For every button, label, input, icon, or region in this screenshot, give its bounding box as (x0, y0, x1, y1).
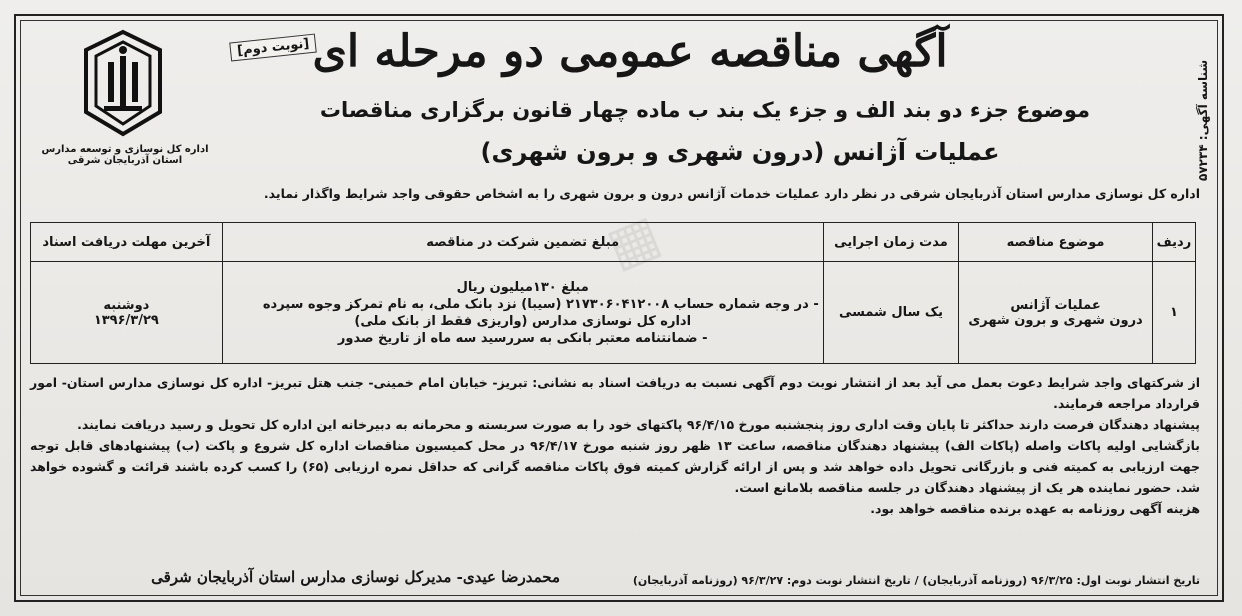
signature: محمدرضا عیدی- مدیرکل نوسازی مدارس استان آذربایجان شرقی (151, 568, 560, 586)
emblem-icon (80, 28, 166, 140)
guarantee-line: اداره کل نوسازی مدارس (واریزی فقط از بانک ملی) (354, 313, 692, 329)
table-header-row (31, 223, 1196, 262)
subject-line: عملیات آژانس (1010, 297, 1101, 313)
round-badge: [نوبت دوم] (229, 34, 317, 62)
header-deadline: آخرین مهلت دریافت اسناد (31, 223, 223, 262)
paragraph-ad-cost: هزینه آگهی روزنامه به عهده برنده مناقصه خواهد بود. (870, 501, 1200, 516)
cell-time: یک سال شمسی (823, 262, 958, 364)
header-row-number: ردیف (1152, 223, 1195, 262)
deadline-date: ۱۳۹۶/۳/۲۹ (93, 312, 159, 328)
cell-deadline (31, 262, 223, 364)
organization-logo (30, 28, 220, 178)
logo-caption: اداره کل نوسازی و توسعه مدارس استان آذربایجان شرقی (41, 144, 209, 166)
header-time: مدت زمان اجرایی (823, 223, 958, 262)
intro-text: اداره کل نوسازی مدارس استان آذربایجان شرقی در نظر دارد عملیات خدمات آژانس درون و برون شهری را به اشخاص حقوقی واجد شرایط واگذار نماید. (263, 186, 1200, 201)
notice-body (30, 372, 1200, 519)
guarantee-line: - ضمانتنامه معتبر بانکی به سررسید سه ماه از تاریخ صدور (337, 330, 708, 346)
guarantee-amount: مبلغ ۱۳۰میلیون ریال (456, 279, 589, 295)
tender-table (30, 222, 1196, 364)
paragraph-opening: بازگشایی اولیه پاکات واصله (پاکات الف) پیشنهاد دهندگان مناقصه، ساعت ۱۳ ظهر روز شنبه مورخ ۹۶/۴/۱۷ در محل کمیسیون مناقصات اداره کل شروع و پاکت (ب) پیشنهادهای قابل توجه جهت ارزیابی به کمیته فنی و بازرگانی تحویل داده خواهد شد و پس از ارائه گزارش کمیته فوق پاکات مناقصه گرانی که حداقل نمره ارزیابی (۶۵) را کسب کرده باشند قرائت و گشوده خواهد شد. حضور نماینده هر یک از پیشنهاد دهندگان در جلسه مناقصه بلامانع است. (30, 438, 1201, 495)
header-guarantee: مبلغ تضمین شرکت در مناقصه (222, 223, 823, 262)
paragraph-document-pickup: از شرکتهای واجد شرایط دعوت بعمل می آید بعد از انتشار نوبت دوم آگهی نسبت به دریافت اسناد به نشانی: تبریز- خیابان امام خمینی- جنب هتل تبریز- اداره کل نوسازی مدارس استان- امور قرارداد مراجعه فرمایند. (30, 375, 1200, 411)
service-title: عملیات آژانس (درون شهری و برون شهری) (480, 138, 1000, 166)
table-row (31, 262, 1196, 364)
page-title: آگهی مناقصه عمومی دو مرحله ای (312, 26, 948, 77)
deadline-day: دوشنبه (103, 297, 150, 313)
cell-guarantee (222, 262, 823, 364)
publish-dates: تاریخ انتشار نوبت اول: ۹۶/۳/۲۵ (روزنامه آذربایجان) / تاریخ انتشار نوبت دوم: ۹۶/۳/۲۷ (روزنامه آذربایجان) (632, 574, 1200, 587)
subtitle: موضوع جزء دو بند الف و جزء یک بند ب ماده چهار قانون برگزاری مناقصات (319, 98, 1091, 122)
subject-line: درون شهری و برون شهری (968, 312, 1143, 328)
cell-row-number: ۱ (1152, 262, 1195, 364)
watermark: ▦ (597, 201, 669, 280)
ad-id-label: شناسه آگهی: ۵۷۲۳۴ (1196, 59, 1210, 181)
guarantee-line: - در وجه شماره حساب ۲۱۷۳۰۶۰۴۱۲۰۰۸ (سیبا) نزد بانک ملی، به نام تمرکز وجوه سپرده (262, 296, 819, 312)
cell-subject (959, 262, 1153, 364)
paragraph-submission-deadline: پیشنهاد دهندگان فرصت دارند حداکثر تا پایان وقت اداری روز پنجشنبه مورخ ۹۶/۴/۱۵ پاکتهای خود را به صورت سربسته و محرمانه به دبیرخانه این اداره کل تحویل و رسید دریافت نمایند. (77, 417, 1200, 432)
header-subject: موضوع مناقصه (959, 223, 1153, 262)
